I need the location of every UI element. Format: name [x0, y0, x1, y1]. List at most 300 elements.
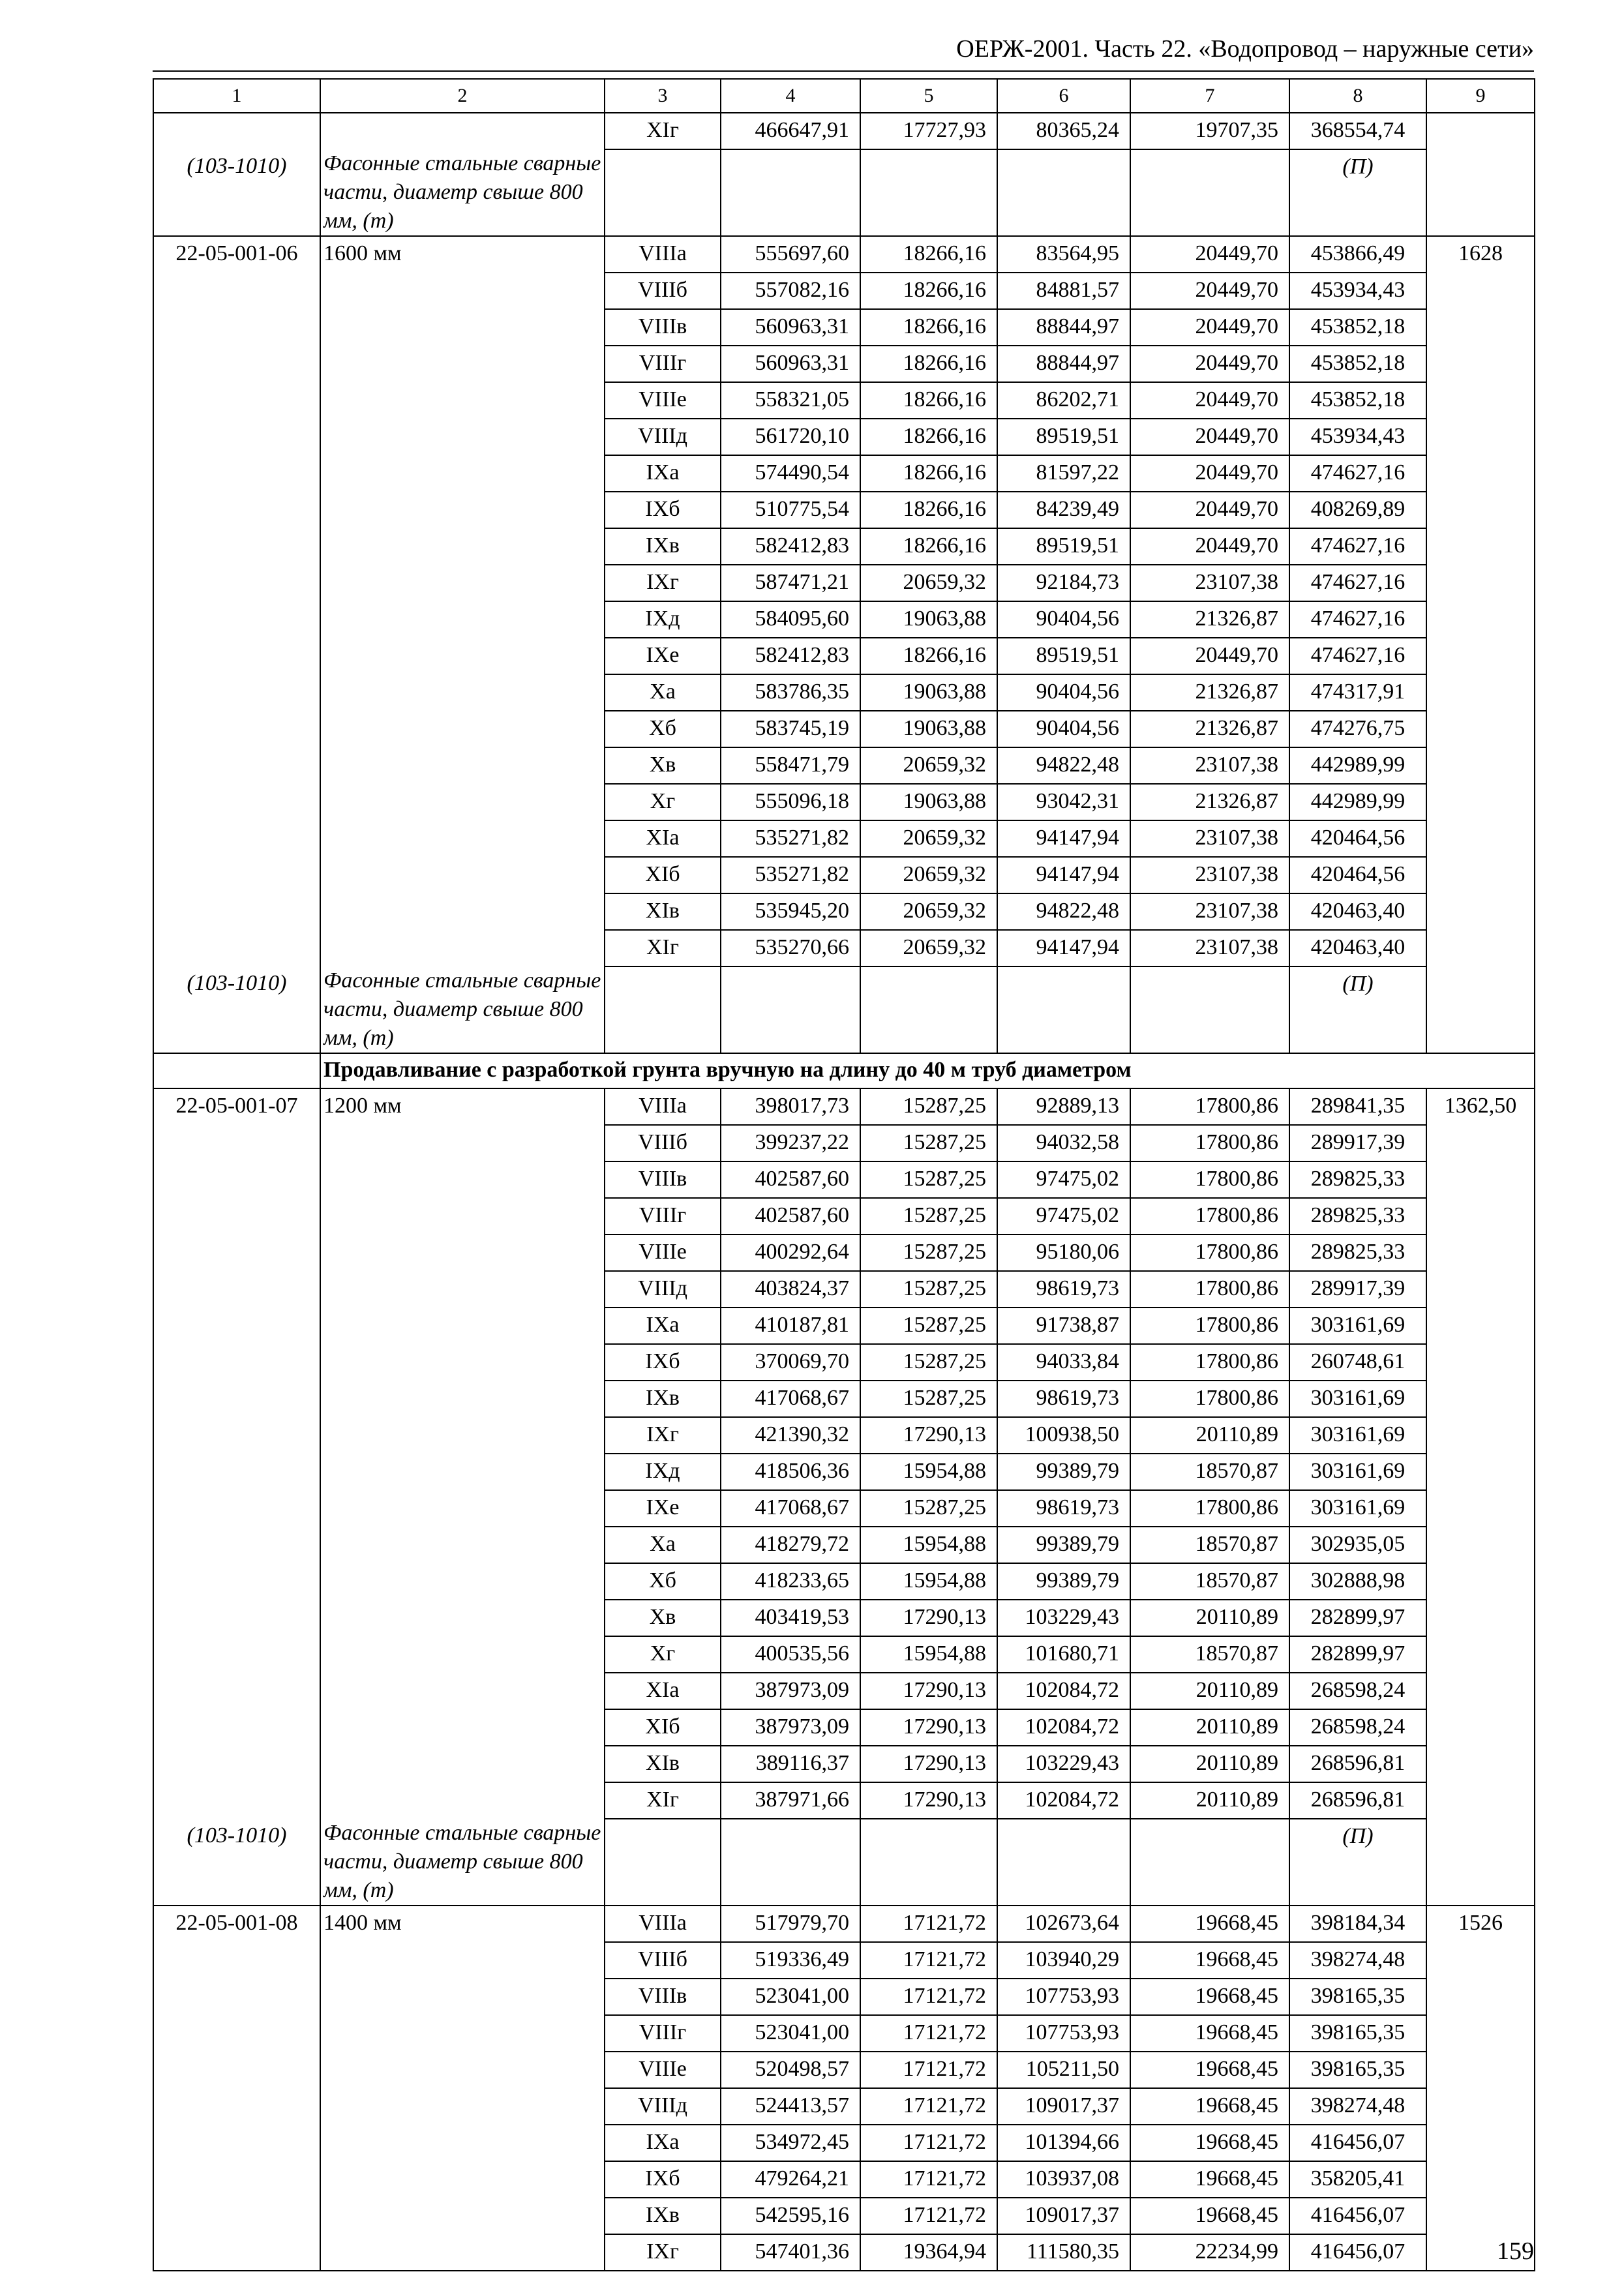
- table-row: [153, 1942, 1535, 1979]
- rate-code: [153, 857, 320, 893]
- value-cell-c8: 408269,89: [1289, 492, 1426, 528]
- value-cell-c5: 17290,13: [860, 1600, 997, 1636]
- zone-cell: IXа: [605, 2125, 721, 2161]
- value-cell-c5: 17121,72: [860, 2125, 997, 2161]
- empty-cell: [997, 1819, 1130, 1906]
- column-header: 6: [997, 79, 1130, 113]
- zone-cell: XIг: [605, 113, 721, 149]
- value-cell-c7: 20449,70: [1130, 528, 1289, 565]
- zone-cell: Xв: [605, 747, 721, 784]
- value-cell-c8: 420463,40: [1289, 930, 1426, 966]
- rate-code: [153, 1198, 320, 1234]
- rate-code: [153, 382, 320, 419]
- table-row: [153, 455, 1535, 492]
- labor-cell: 1628: [1426, 236, 1535, 273]
- value-cell-c8: 268598,24: [1289, 1673, 1426, 1709]
- value-cell-c8: 453866,49: [1289, 236, 1426, 273]
- rate-code: [153, 2198, 320, 2234]
- labor-cell: [1426, 1636, 1535, 1673]
- value-cell-c8: 420464,56: [1289, 820, 1426, 857]
- rate-name: [320, 674, 605, 711]
- value-cell-c7: 23107,38: [1130, 893, 1289, 930]
- rate-code: [153, 674, 320, 711]
- value-cell-c8: 398274,48: [1289, 1942, 1426, 1979]
- rate-name: [320, 455, 605, 492]
- value-cell-c4: 523041,00: [721, 1979, 860, 2015]
- value-cell-c7: 17800,86: [1130, 1344, 1289, 1381]
- rate-code: 22-05-001-07: [153, 1088, 320, 1125]
- rate-code: [153, 528, 320, 565]
- value-cell-c7: 17800,86: [1130, 1308, 1289, 1344]
- value-cell-c7: 20110,89: [1130, 1600, 1289, 1636]
- rate-code: [153, 1234, 320, 1271]
- rate-code: [153, 747, 320, 784]
- zone-cell: VIIIд: [605, 1271, 721, 1308]
- value-cell-c8: 442989,99: [1289, 747, 1426, 784]
- rate-name: [320, 1198, 605, 1234]
- value-cell-c7: 22234,99: [1130, 2234, 1289, 2271]
- labor-cell: [1426, 113, 1535, 149]
- rate-name: [320, 601, 605, 638]
- labor-cell: [1426, 930, 1535, 966]
- value-cell-c4: 574490,54: [721, 455, 860, 492]
- value-cell-c5: 17290,13: [860, 1417, 997, 1454]
- material-row: [153, 1819, 1535, 1906]
- value-cell-c7: 20449,70: [1130, 638, 1289, 674]
- rate-code: [153, 930, 320, 966]
- rate-name: [320, 309, 605, 346]
- value-cell-c7: 17800,86: [1130, 1271, 1289, 1308]
- value-cell-c4: 517979,70: [721, 1906, 860, 1942]
- value-cell-c4: 387971,66: [721, 1782, 860, 1819]
- value-cell-c6: 103229,43: [997, 1600, 1130, 1636]
- rate-code: [153, 2125, 320, 2161]
- table-row: [153, 1198, 1535, 1234]
- labor-cell: [1426, 1125, 1535, 1161]
- value-cell-c6: 89519,51: [997, 638, 1130, 674]
- value-cell-c6: 100938,50: [997, 1417, 1130, 1454]
- value-cell-c7: 20449,70: [1130, 419, 1289, 455]
- table-row: [153, 1600, 1535, 1636]
- material-mark: (П): [1289, 966, 1426, 1053]
- table-row: [153, 113, 1535, 149]
- value-cell-c7: 20110,89: [1130, 1417, 1289, 1454]
- value-cell-c4: 418506,36: [721, 1454, 860, 1490]
- table-row: [153, 1381, 1535, 1417]
- value-cell-c4: 519336,49: [721, 1942, 860, 1979]
- material-mark: (П): [1289, 149, 1426, 236]
- zone-cell: VIIIб: [605, 1125, 721, 1161]
- value-cell-c5: 17290,13: [860, 1746, 997, 1782]
- rate-name: [320, 2088, 605, 2125]
- table-row: [153, 1563, 1535, 1600]
- value-cell-c5: 20659,32: [860, 930, 997, 966]
- table-row: [153, 711, 1535, 747]
- zone-cell: IXг: [605, 2234, 721, 2271]
- table-row: [153, 1417, 1535, 1454]
- value-cell-c6: 94147,94: [997, 820, 1130, 857]
- value-cell-c5: 17121,72: [860, 2198, 997, 2234]
- rate-name: [320, 1417, 605, 1454]
- zone-cell: Xб: [605, 711, 721, 747]
- value-cell-c6: 91738,87: [997, 1308, 1130, 1344]
- table-row: [153, 1527, 1535, 1563]
- value-cell-c5: 15287,25: [860, 1344, 997, 1381]
- rate-code: [153, 1308, 320, 1344]
- zone-cell: VIIIа: [605, 1088, 721, 1125]
- value-cell-c8: 474627,16: [1289, 638, 1426, 674]
- rate-code: [153, 784, 320, 820]
- material-description: Фасонные стальные сварные части, диаметр свыше 800 мм, (т): [320, 1819, 605, 1906]
- value-cell-c4: 466647,91: [721, 113, 860, 149]
- table-row: [153, 1746, 1535, 1782]
- column-header: 8: [1289, 79, 1426, 113]
- rate-name: [320, 382, 605, 419]
- value-cell-c8: 303161,69: [1289, 1454, 1426, 1490]
- table-row: [153, 638, 1535, 674]
- zone-cell: IXб: [605, 492, 721, 528]
- value-cell-c8: 398274,48: [1289, 2088, 1426, 2125]
- value-cell-c5: 20659,32: [860, 747, 997, 784]
- value-cell-c5: 15954,88: [860, 1454, 997, 1490]
- labor-cell: [1426, 2088, 1535, 2125]
- material-row: [153, 149, 1535, 236]
- zone-cell: IXв: [605, 1381, 721, 1417]
- zone-cell: XIб: [605, 1709, 721, 1746]
- value-cell-c7: 20110,89: [1130, 1673, 1289, 1709]
- value-cell-c8: 474627,16: [1289, 455, 1426, 492]
- table-row: [153, 2052, 1535, 2088]
- rate-code: [153, 1636, 320, 1673]
- rate-code: [153, 1454, 320, 1490]
- labor-cell: [1426, 893, 1535, 930]
- rate-code: [153, 711, 320, 747]
- rate-code: [153, 638, 320, 674]
- value-cell-c5: 17121,72: [860, 1906, 997, 1942]
- value-cell-c6: 84239,49: [997, 492, 1130, 528]
- rate-code: [153, 2015, 320, 2052]
- zone-cell: XIа: [605, 820, 721, 857]
- zone-cell: XIб: [605, 857, 721, 893]
- table-row: [153, 1709, 1535, 1746]
- value-cell-c5: 17290,13: [860, 1782, 997, 1819]
- value-cell-c6: 105211,50: [997, 2052, 1130, 2088]
- value-cell-c7: 23107,38: [1130, 820, 1289, 857]
- zone-cell: Xг: [605, 1636, 721, 1673]
- value-cell-c8: 416456,07: [1289, 2198, 1426, 2234]
- rate-code: [153, 1746, 320, 1782]
- value-cell-c7: 20110,89: [1130, 1709, 1289, 1746]
- value-cell-c7: 17800,86: [1130, 1198, 1289, 1234]
- zone-cell: IXд: [605, 1454, 721, 1490]
- empty-cell: [860, 149, 997, 236]
- rate-name: [320, 1381, 605, 1417]
- zone-cell: Xа: [605, 1527, 721, 1563]
- value-cell-c4: 479264,21: [721, 2161, 860, 2198]
- rate-name: [320, 2052, 605, 2088]
- table-row: [153, 1344, 1535, 1381]
- value-cell-c5: 15287,25: [860, 1161, 997, 1198]
- value-cell-c7: 18570,87: [1130, 1636, 1289, 1673]
- page-number: 159: [1497, 2237, 1534, 2265]
- value-cell-c8: 453852,18: [1289, 382, 1426, 419]
- value-cell-c8: 474627,16: [1289, 601, 1426, 638]
- value-cell-c7: 19668,45: [1130, 2052, 1289, 2088]
- zone-cell: IXб: [605, 2161, 721, 2198]
- zone-cell: VIIIе: [605, 1234, 721, 1271]
- value-cell-c4: 535271,82: [721, 820, 860, 857]
- value-cell-c4: 417068,67: [721, 1490, 860, 1527]
- value-cell-c4: 402587,60: [721, 1161, 860, 1198]
- value-cell-c7: 21326,87: [1130, 674, 1289, 711]
- value-cell-c8: 420463,40: [1289, 893, 1426, 930]
- value-cell-c5: 15287,25: [860, 1198, 997, 1234]
- value-cell-c4: 400535,56: [721, 1636, 860, 1673]
- value-cell-c6: 102084,72: [997, 1782, 1130, 1819]
- value-cell-c4: 555096,18: [721, 784, 860, 820]
- value-cell-c6: 94822,48: [997, 747, 1130, 784]
- value-cell-c6: 81597,22: [997, 455, 1130, 492]
- value-cell-c6: 80365,24: [997, 113, 1130, 149]
- value-cell-c5: 17121,72: [860, 2088, 997, 2125]
- rate-name: [320, 1161, 605, 1198]
- value-cell-c6: 97475,02: [997, 1198, 1130, 1234]
- rate-code: [153, 1673, 320, 1709]
- value-cell-c4: 560963,31: [721, 346, 860, 382]
- labor-cell: [1426, 711, 1535, 747]
- empty-cell: [721, 1819, 860, 1906]
- zone-cell: XIа: [605, 1673, 721, 1709]
- rate-code: [153, 113, 320, 149]
- value-cell-c4: 524413,57: [721, 2088, 860, 2125]
- labor-cell: [1426, 784, 1535, 820]
- value-cell-c6: 98619,73: [997, 1271, 1130, 1308]
- column-number-row: [153, 79, 1535, 113]
- table-row: [153, 1234, 1535, 1271]
- labor-cell: [1426, 1344, 1535, 1381]
- value-cell-c6: 103229,43: [997, 1746, 1130, 1782]
- value-cell-c4: 389116,37: [721, 1746, 860, 1782]
- value-cell-c7: 20449,70: [1130, 455, 1289, 492]
- labor-cell: [1426, 674, 1535, 711]
- value-cell-c5: 18266,16: [860, 382, 997, 419]
- rate-code: [153, 1381, 320, 1417]
- labor-cell: [1426, 492, 1535, 528]
- value-cell-c8: 453852,18: [1289, 309, 1426, 346]
- value-cell-c6: 111580,35: [997, 2234, 1130, 2271]
- value-cell-c5: 17290,13: [860, 1709, 997, 1746]
- value-cell-c4: 542595,16: [721, 2198, 860, 2234]
- rate-name: [320, 2198, 605, 2234]
- section-spacer: [153, 1053, 320, 1088]
- value-cell-c8: 416456,07: [1289, 2234, 1426, 2271]
- labor-cell: [1426, 346, 1535, 382]
- value-cell-c8: 289825,33: [1289, 1234, 1426, 1271]
- rate-code: [153, 601, 320, 638]
- labor-cell: [1426, 2015, 1535, 2052]
- value-cell-c8: 268598,24: [1289, 1709, 1426, 1746]
- value-cell-c8: 260748,61: [1289, 1344, 1426, 1381]
- zone-cell: XIв: [605, 1746, 721, 1782]
- value-cell-c5: 18266,16: [860, 492, 997, 528]
- rate-name: [320, 857, 605, 893]
- labor-cell: [1426, 1600, 1535, 1636]
- value-cell-c6: 93042,31: [997, 784, 1130, 820]
- rate-code: [153, 1490, 320, 1527]
- empty-cell: [997, 149, 1130, 236]
- section-row: [153, 1053, 1535, 1088]
- zone-cell: Xв: [605, 1600, 721, 1636]
- value-cell-c8: 442989,99: [1289, 784, 1426, 820]
- rate-name: [320, 492, 605, 528]
- value-cell-c5: 17727,93: [860, 113, 997, 149]
- value-cell-c5: 17121,72: [860, 2161, 997, 2198]
- zone-cell: VIIIв: [605, 1979, 721, 2015]
- rate-code: [153, 1563, 320, 1600]
- rate-code: [153, 1125, 320, 1161]
- value-cell-c5: 15287,25: [860, 1088, 997, 1125]
- table-row: [153, 346, 1535, 382]
- value-cell-c6: 97475,02: [997, 1161, 1130, 1198]
- zone-cell: VIIIа: [605, 236, 721, 273]
- value-cell-c5: 20659,32: [860, 565, 997, 601]
- zone-cell: VIIIе: [605, 2052, 721, 2088]
- value-cell-c6: 94822,48: [997, 893, 1130, 930]
- value-cell-c5: 18266,16: [860, 236, 997, 273]
- rate-code: [153, 1709, 320, 1746]
- zone-cell: IXг: [605, 565, 721, 601]
- zone-cell: XIг: [605, 930, 721, 966]
- value-cell-c5: 18266,16: [860, 638, 997, 674]
- labor-cell: [1426, 1234, 1535, 1271]
- value-cell-c7: 17800,86: [1130, 1490, 1289, 1527]
- rate-code: [153, 455, 320, 492]
- value-cell-c5: 15287,25: [860, 1125, 997, 1161]
- value-cell-c5: 19063,88: [860, 674, 997, 711]
- zone-cell: VIIIг: [605, 346, 721, 382]
- zone-cell: IXб: [605, 1344, 721, 1381]
- rate-code: [153, 2052, 320, 2088]
- value-cell-c4: 557082,16: [721, 273, 860, 309]
- labor-cell: 1362,50: [1426, 1088, 1535, 1125]
- column-header: 1: [153, 79, 320, 113]
- rate-name: [320, 1673, 605, 1709]
- rate-name: [320, 711, 605, 747]
- value-cell-c4: 560963,31: [721, 309, 860, 346]
- table-row: [153, 382, 1535, 419]
- rate-name: [320, 1125, 605, 1161]
- table-row: [153, 1161, 1535, 1198]
- value-cell-c7: 17800,86: [1130, 1161, 1289, 1198]
- table-row: [153, 601, 1535, 638]
- value-cell-c8: 398184,34: [1289, 1906, 1426, 1942]
- rate-name: 1200 мм: [320, 1088, 605, 1125]
- value-cell-c7: 23107,38: [1130, 857, 1289, 893]
- rate-name: [320, 1527, 605, 1563]
- value-cell-c5: 19063,88: [860, 784, 997, 820]
- value-cell-c7: 19668,45: [1130, 2088, 1289, 2125]
- value-cell-c8: 282899,97: [1289, 1600, 1426, 1636]
- value-cell-c8: 420464,56: [1289, 857, 1426, 893]
- rate-name: [320, 1746, 605, 1782]
- value-cell-c8: 398165,35: [1289, 2015, 1426, 2052]
- value-cell-c7: 23107,38: [1130, 565, 1289, 601]
- value-cell-c8: 453852,18: [1289, 346, 1426, 382]
- value-cell-c6: 94032,58: [997, 1125, 1130, 1161]
- empty-cell: [860, 1819, 997, 1906]
- value-cell-c6: 99389,79: [997, 1527, 1130, 1563]
- zone-cell: VIIIд: [605, 419, 721, 455]
- value-cell-c4: 561720,10: [721, 419, 860, 455]
- zone-cell: IXв: [605, 2198, 721, 2234]
- rate-code: [153, 1344, 320, 1381]
- value-cell-c7: 21326,87: [1130, 711, 1289, 747]
- labor-cell: [1426, 455, 1535, 492]
- material-code: (103-1010): [153, 149, 320, 236]
- table-row: [153, 747, 1535, 784]
- rate-name: [320, 930, 605, 966]
- labor-cell: [1426, 2052, 1535, 2088]
- table-row: [153, 236, 1535, 273]
- table-row: [153, 2198, 1535, 2234]
- value-cell-c8: 289825,33: [1289, 1198, 1426, 1234]
- value-cell-c7: 18570,87: [1130, 1527, 1289, 1563]
- value-cell-c6: 92184,73: [997, 565, 1130, 601]
- value-cell-c7: 20449,70: [1130, 382, 1289, 419]
- rate-name: [320, 273, 605, 309]
- rate-code: 22-05-001-06: [153, 236, 320, 273]
- value-cell-c7: 17800,86: [1130, 1088, 1289, 1125]
- value-cell-c5: 15287,25: [860, 1308, 997, 1344]
- zone-cell: VIIIб: [605, 1942, 721, 1979]
- labor-cell: [1426, 1673, 1535, 1709]
- table-row: [153, 1271, 1535, 1308]
- value-cell-c4: 520498,57: [721, 2052, 860, 2088]
- rates-table: [153, 78, 1535, 2271]
- value-cell-c8: 302888,98: [1289, 1563, 1426, 1600]
- rate-name: [320, 784, 605, 820]
- rate-name: [320, 638, 605, 674]
- table-row: [153, 2161, 1535, 2198]
- labor-cell: [1426, 565, 1535, 601]
- rate-code: [153, 1527, 320, 1563]
- rate-code: [153, 1161, 320, 1198]
- value-cell-c7: 20449,70: [1130, 492, 1289, 528]
- value-cell-c7: 19668,45: [1130, 2015, 1289, 2052]
- value-cell-c8: 474627,16: [1289, 528, 1426, 565]
- value-cell-c7: 21326,87: [1130, 784, 1289, 820]
- value-cell-c4: 583786,35: [721, 674, 860, 711]
- value-cell-c5: 17121,72: [860, 1942, 997, 1979]
- material-description: Фасонные стальные сварные части, диаметр свыше 800 мм, (т): [320, 149, 605, 236]
- labor-cell: [1426, 1979, 1535, 2015]
- empty-cell: [721, 966, 860, 1053]
- zone-cell: IXа: [605, 1308, 721, 1344]
- value-cell-c4: 534972,45: [721, 2125, 860, 2161]
- value-cell-c7: 19668,45: [1130, 1942, 1289, 1979]
- labor-cell: [1426, 1198, 1535, 1234]
- material-mark: (П): [1289, 1819, 1426, 1906]
- value-cell-c6: 101394,66: [997, 2125, 1130, 2161]
- labor-cell: [1426, 1527, 1535, 1563]
- value-cell-c4: 535945,20: [721, 893, 860, 930]
- value-cell-c8: 416456,07: [1289, 2125, 1426, 2161]
- material-code: (103-1010): [153, 966, 320, 1053]
- value-cell-c4: 370069,70: [721, 1344, 860, 1381]
- rate-name: [320, 565, 605, 601]
- value-cell-c6: 94147,94: [997, 930, 1130, 966]
- value-cell-c5: 15287,25: [860, 1381, 997, 1417]
